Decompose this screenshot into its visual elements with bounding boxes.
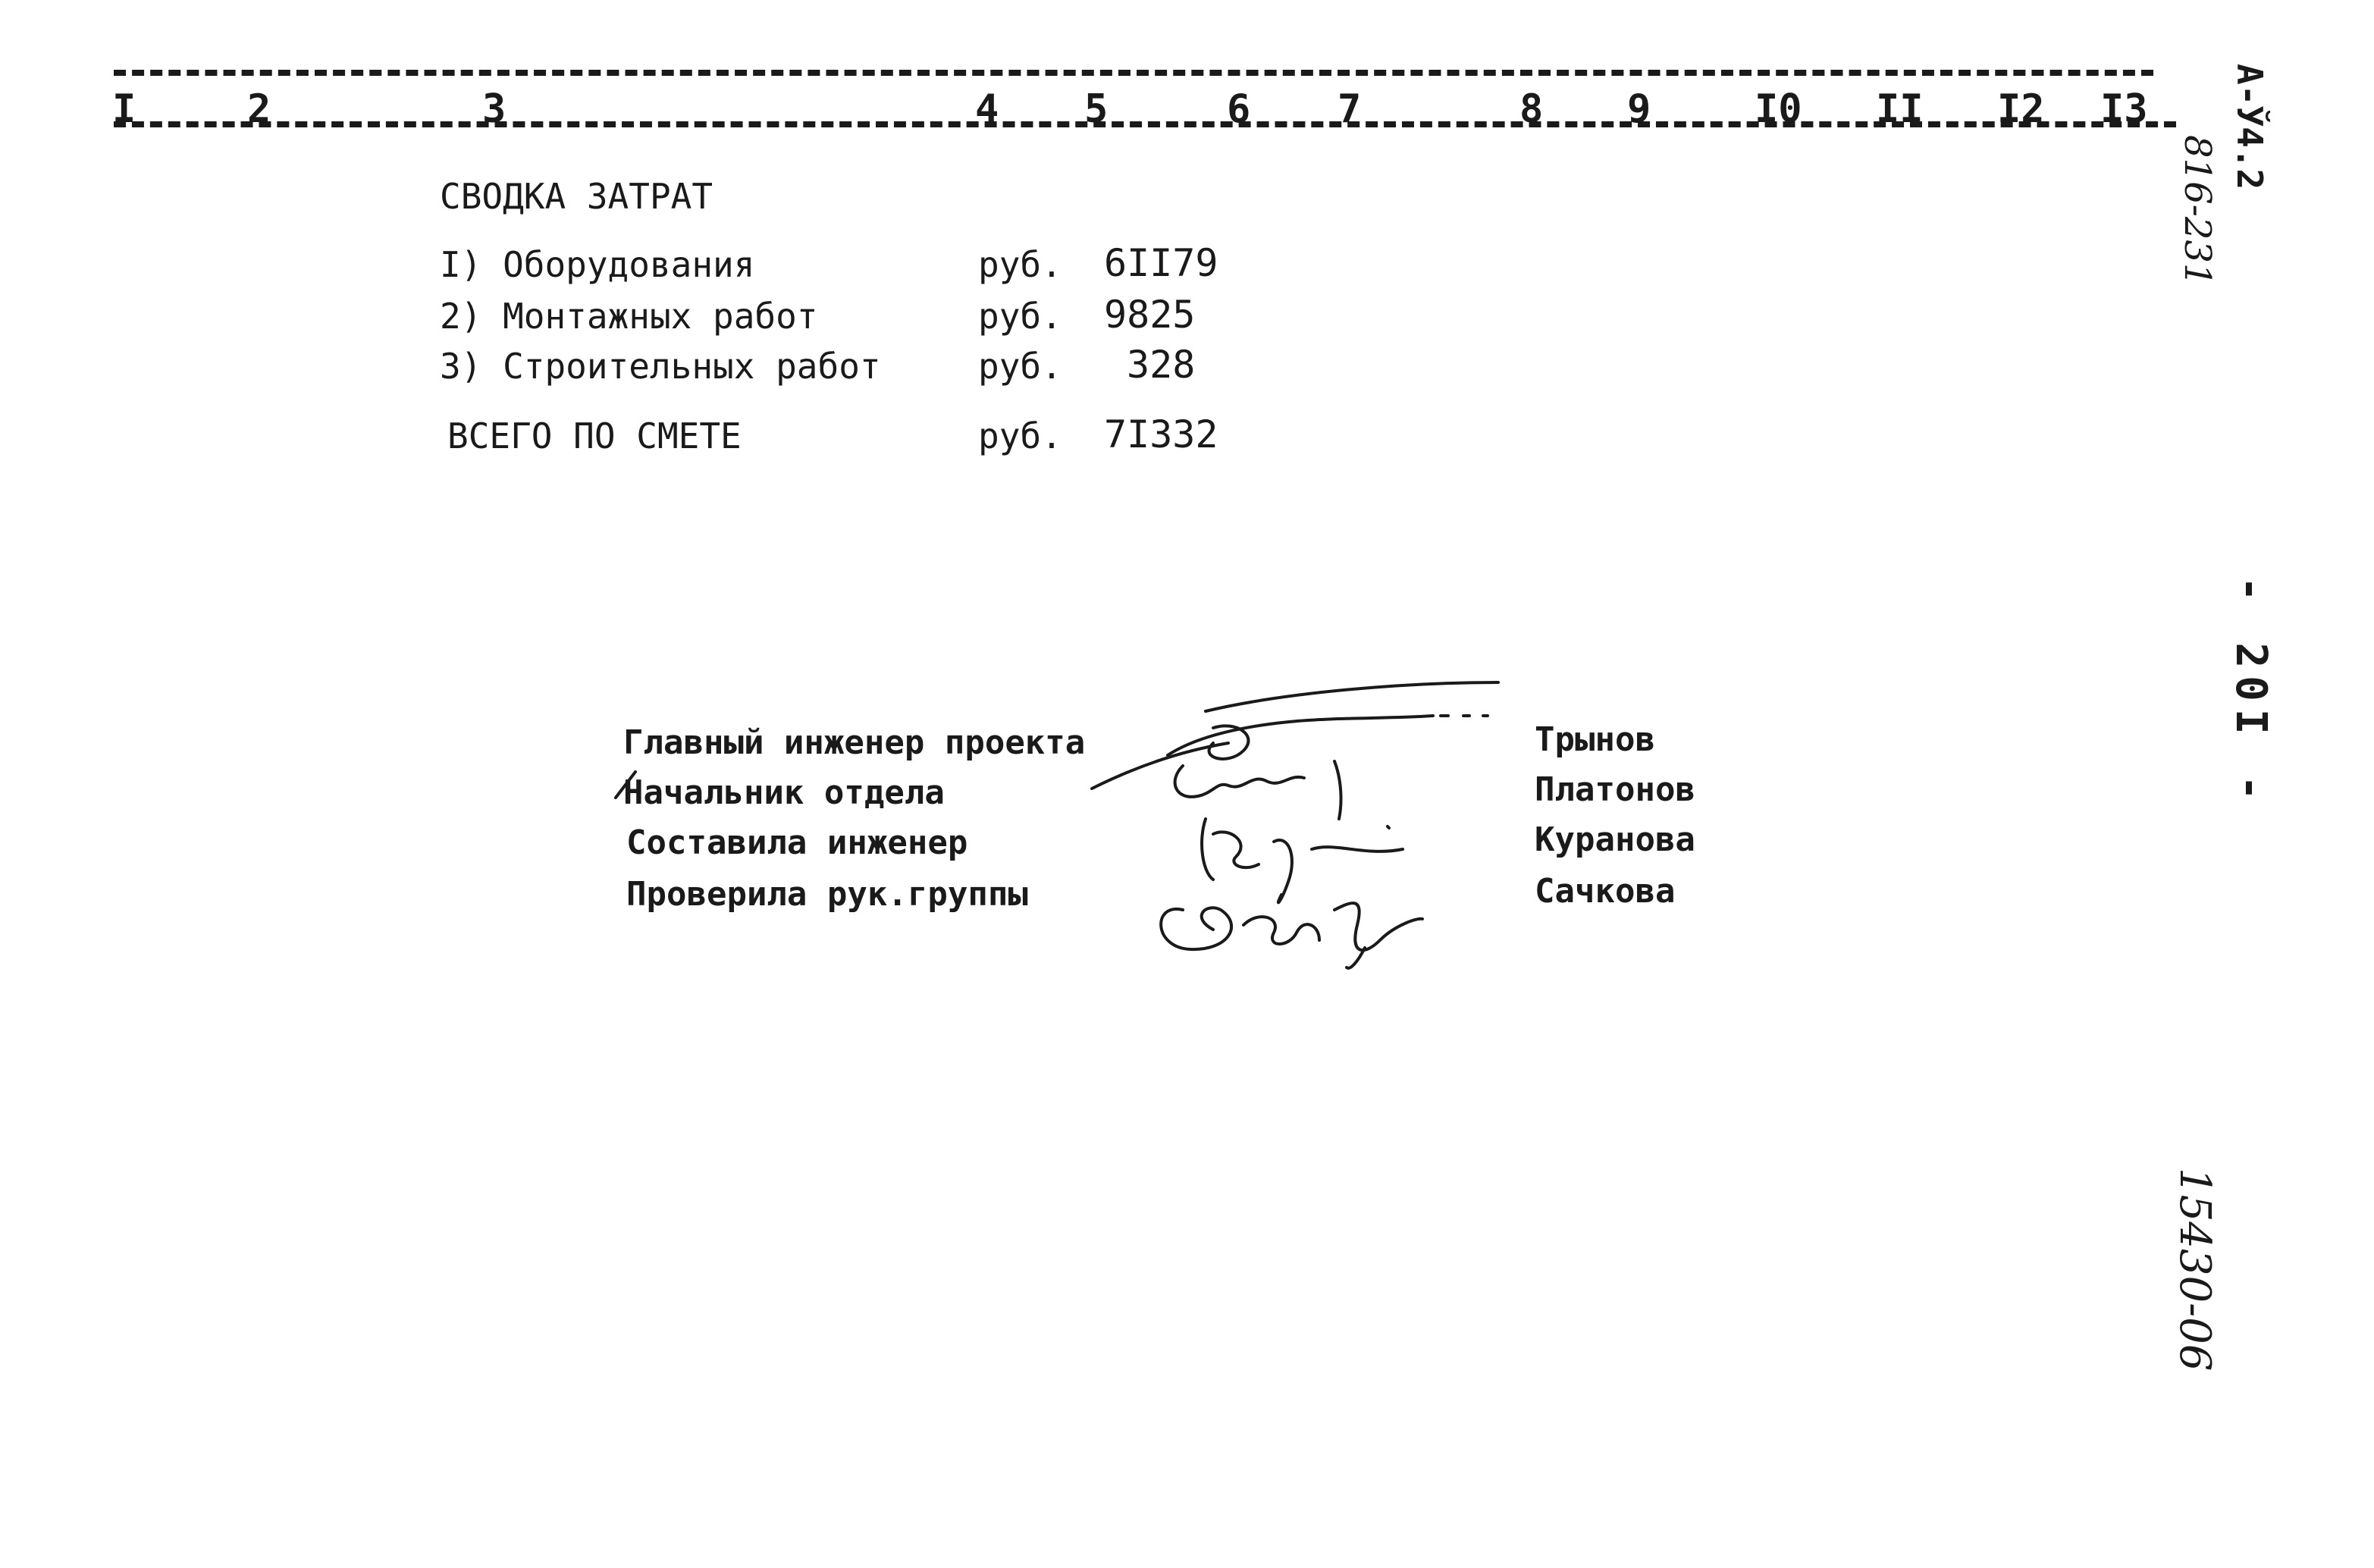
column-number: I (112, 86, 136, 132)
summary-total-value: 7I332 (1104, 412, 1218, 456)
column-number: 2 (247, 86, 271, 132)
summary-item-value: 328 (1127, 343, 1196, 387)
column-number: 7 (1338, 86, 1362, 132)
column-number: 6 (1227, 86, 1251, 132)
summary-total-label: ВСЕГО ПО СМЕТЕ (447, 416, 742, 456)
summary-title: СВОДКА ЗАТРАТ (440, 176, 713, 217)
signature-name: Куранова (1535, 820, 1695, 859)
column-number: 5 (1084, 86, 1109, 132)
summary-item-label: I) Оборудования (440, 244, 755, 285)
signature-name: Сачкова (1535, 872, 1676, 911)
document-number: 15430-06 (2170, 1168, 2219, 1372)
column-number: I3 (2100, 86, 2148, 132)
signature-role: Составила инженер (626, 823, 968, 862)
margin-ref: 816-231 (2176, 135, 2219, 287)
summary-item-value: 6II79 (1104, 241, 1218, 285)
signature-name: Платонов (1535, 770, 1695, 809)
summary-item-unit: руб. (978, 346, 1062, 387)
summary-item-unit: руб. (978, 296, 1062, 337)
summary-item-value: 9825 (1104, 293, 1196, 337)
signature-role: Главный инженер проекта (623, 723, 1086, 762)
column-number: 3 (482, 86, 506, 132)
summary-total-unit: руб. (978, 416, 1062, 456)
column-number: 9 (1627, 86, 1651, 132)
signature-role: Проверила рук.группы (626, 875, 1028, 914)
column-number: II (1876, 86, 1924, 132)
page-number: - 20I - (2226, 576, 2275, 809)
summary-item-unit: руб. (978, 244, 1062, 285)
column-number: I2 (1997, 86, 2045, 132)
summary-item-label: 2) Монтажных работ (440, 296, 818, 337)
column-number: I0 (1755, 86, 1802, 132)
margin-code: А-Ў4.2 (2229, 64, 2270, 190)
column-number: 8 (1519, 86, 1544, 132)
summary-item-label: 3) Строительных работ (440, 346, 881, 387)
column-number: 4 (975, 86, 999, 132)
signature-name: Трынов (1535, 720, 1655, 759)
signature-role: Начальник отдела (623, 773, 945, 812)
